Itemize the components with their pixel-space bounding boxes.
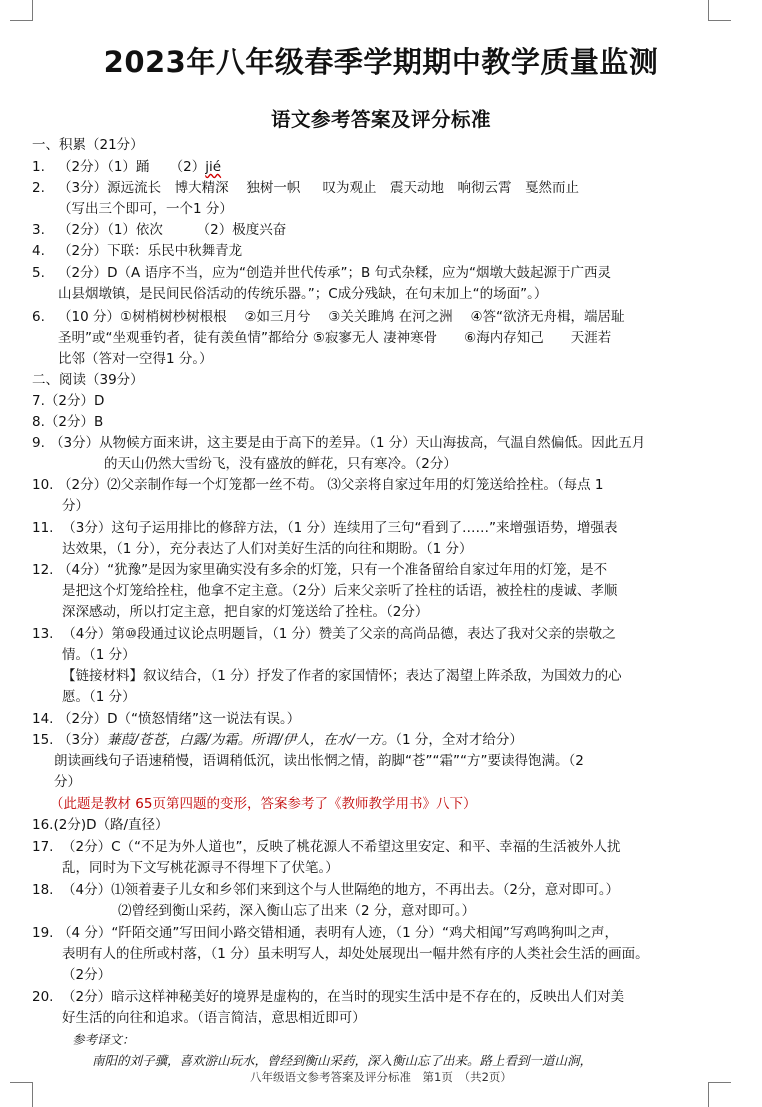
- translation-line-1: 南阳的刘子骥，喜欢游山玩水，曾经到衡山采药，深入衡山忘了出来。路上看到一道山涧，: [92, 1053, 593, 1068]
- q14-answer: （2分）D（“愤怒情绪”这一说法有误。）: [58, 711, 301, 727]
- q19-line-2: 表明有人的住所或村落，（1 分）虽未明写人，却处处展现出一幅井然有序的人类社会生活的画面。: [62, 946, 649, 962]
- q2-line-2: （写出三个即可，一个1 分）: [58, 201, 233, 217]
- q18-line-2: ⑵曾经到衡山采药，深入衡山忘了出来（2 分，意对即可。）: [118, 903, 476, 919]
- q9-line-1: （3分）从物候方面来讲，这主要是由于高下的差异。（1 分）天山海拔高，气温自然偏低。因此五月: [50, 435, 646, 451]
- q6-line-3: 比邻（答对一空得1 分。）: [58, 351, 213, 367]
- q7-answer: 7.（2分）D: [32, 393, 105, 409]
- q12-line-2: 是把这个灯笼给拴柱，他拿不定主意。（2分）后来父亲听了拴柱的话语，被拴柱的虔诚、孝顺: [62, 583, 618, 599]
- q1-answer: [58, 157, 221, 177]
- q19-line-3: （2分）: [62, 967, 112, 983]
- q15-number: 15.: [32, 732, 54, 748]
- q4-number: 4.: [32, 243, 45, 259]
- q15-pause-marks: 蒹葭/苍苍，白露/为霜。所谓/伊人，在水/一方。: [107, 732, 396, 748]
- document-title: 2023年八年级春季学期期中教学质量监测: [103, 45, 659, 79]
- q4-answer: （2分）下联：乐民中秋舞青龙: [58, 243, 243, 259]
- q11-number: 11.: [32, 520, 54, 536]
- crop-mark-bottom-right: [708, 1082, 731, 1107]
- q13-line-3: 【链接材料】叙议结合，（1 分）抒发了作者的家国情怀；表达了渴望上阵杀敌，为国效力的心: [62, 668, 622, 684]
- q15-line-3: 分）: [54, 774, 81, 790]
- q8-answer: 8.（2分）B: [32, 414, 104, 430]
- q1-answer-text: （2分）（1）踊 （2）: [58, 159, 206, 175]
- crop-mark-top-right: [708, 0, 731, 21]
- q15-line-1: [58, 730, 523, 750]
- q2-number: 2.: [32, 180, 45, 196]
- q1-number: 1.: [32, 159, 45, 175]
- q18-line-1: （4分）⑴领着妻子儿女和乡邻们来到这个与人世隔绝的地方，不再出去。（2分，意对即可。）: [62, 882, 620, 898]
- crop-mark-bottom-left: [10, 1082, 33, 1107]
- q5-line-1: （2分）D（A 语序不当，应为“创造并世代传承”；B 句式杂糅，应为“烟墩大鼓起源于广西灵: [58, 265, 612, 281]
- section-heading-reading: 二、阅读（39分）: [32, 372, 144, 388]
- q6-line-2: 圣明”或“坐观垂钓者，徒有羡鱼情”都给分 ⑤寂寥无人 凄神寒骨 ⑥海内存知己 天涯若: [58, 330, 612, 346]
- q20-number: 20.: [32, 989, 54, 1005]
- section-heading-accumulation: 一、积累（21分）: [32, 137, 144, 153]
- q9-number: 9.: [32, 435, 45, 451]
- document-subtitle: 语文参考答案及评分标准: [270, 108, 491, 131]
- q10-number: 10.: [32, 477, 54, 493]
- q2-line-1: （3分）源远流长 博大精深 独树一帜 叹为观止 震天动地 响彻云霄 戛然而止: [58, 180, 579, 196]
- q11-line-2: 达效果，（1 分），充分表达了人们对美好生活的向往和期盼。（1 分）: [62, 541, 473, 557]
- q18-number: 18.: [32, 882, 54, 898]
- q11-line-1: （3分）这句子运用排比的修辞方法，（1 分）连续用了三句“看到了……”来增强语势，增强表: [58, 520, 618, 536]
- q13-line-4: 愿。（1 分）: [62, 689, 136, 705]
- q13-line-2: 情。（1 分）: [62, 647, 136, 663]
- q5-line-2: 山县烟墩镇，是民间民俗活动的传统乐器。”；C成分残缺，在句末加上“的场面”。）: [58, 286, 548, 302]
- crop-mark-top-left: [10, 0, 33, 21]
- q19-number: 19.: [32, 925, 54, 941]
- q15-points: （3分）: [58, 732, 108, 748]
- q10-line-1: （2分）⑵父亲制作每一个灯笼都一丝不苟。 ⑶父亲将自家过年用的灯笼送给拴柱。（每点 1: [58, 477, 604, 493]
- q5-number: 5.: [32, 265, 45, 281]
- q20-line-2: 好生活的向往和追求。（语言简洁，意思相近即可）: [62, 1010, 366, 1026]
- q6-line-1: （10 分）①树梢树杪树根根 ②如三月兮 ③关关雎鸠 在河之洲 ④答“欲济无舟楫，端居耻: [58, 309, 625, 325]
- page-footer: 八年级语文参考答案及评分标准 第1页 （共2页）: [250, 1070, 512, 1084]
- q10-line-2: 分）: [62, 498, 89, 514]
- q14-number: 14.: [32, 711, 54, 727]
- q19-line-1: （4 分）“阡陌交通”写田间小路交错相通，表明有人迹，（1 分）“鸡犬相闻”写鸡鸣狗叫之声，: [58, 925, 618, 941]
- q15-line-2: 朗读画线句子语速稍慢，语调稍低沉，读出怅惘之情，韵脚“苍”“霜”“方”要读得饱满。（2: [54, 753, 584, 769]
- q20-line-1: （2分）暗示这样神秘美好的境界是虚构的，在当时的现实生活中是不存在的，反映出人们对美: [62, 989, 625, 1005]
- q12-line-1: （4分）“犹豫”是因为家里确实没有多余的灯笼，只有一个准备留给自家过年用的灯笼，是不: [58, 562, 608, 578]
- q17-number: 17.: [32, 839, 54, 855]
- q17-line-2: 乱，同时为下文写桃花源寻不得埋下了伏笔。）: [62, 860, 339, 876]
- q17-line-1: （2分）C（“不足为外人道也”，反映了桃花源人不希望这里安定、和平、幸福的生活被外人扰: [62, 839, 621, 855]
- q13-number: 13.: [32, 626, 54, 642]
- q1-pinyin: jié: [205, 159, 222, 175]
- q16-answer: 16.(2分)D（路/直径）: [32, 817, 169, 833]
- q15-scoring: （1 分，全对才给分）: [395, 732, 523, 748]
- q13-line-1: （4分）第⑩段通过议论点明题旨，（1 分）赞美了父亲的高尚品德，表达了我对父亲的崇敬之: [58, 626, 616, 642]
- q3-answer: （2分）（1）依次 （2）极度兴奋: [58, 222, 287, 238]
- q12-number: 12.: [32, 562, 54, 578]
- q9-line-2: 的天山仍然大雪纷飞，没有盛放的鲜花，只有寒冷。（2分）: [104, 456, 457, 472]
- q12-line-3: 深深感动，所以打定主意，把自家的灯笼送给了拴柱。（2分）: [62, 604, 429, 620]
- translation-label: 参考译文：: [72, 1032, 135, 1047]
- q3-number: 3.: [32, 222, 45, 238]
- q15-teacher-note: （此题是教材 65页第四题的变形，答案参考了《教师教学用书》八下）: [50, 796, 477, 812]
- q6-number: 6.: [32, 309, 45, 325]
